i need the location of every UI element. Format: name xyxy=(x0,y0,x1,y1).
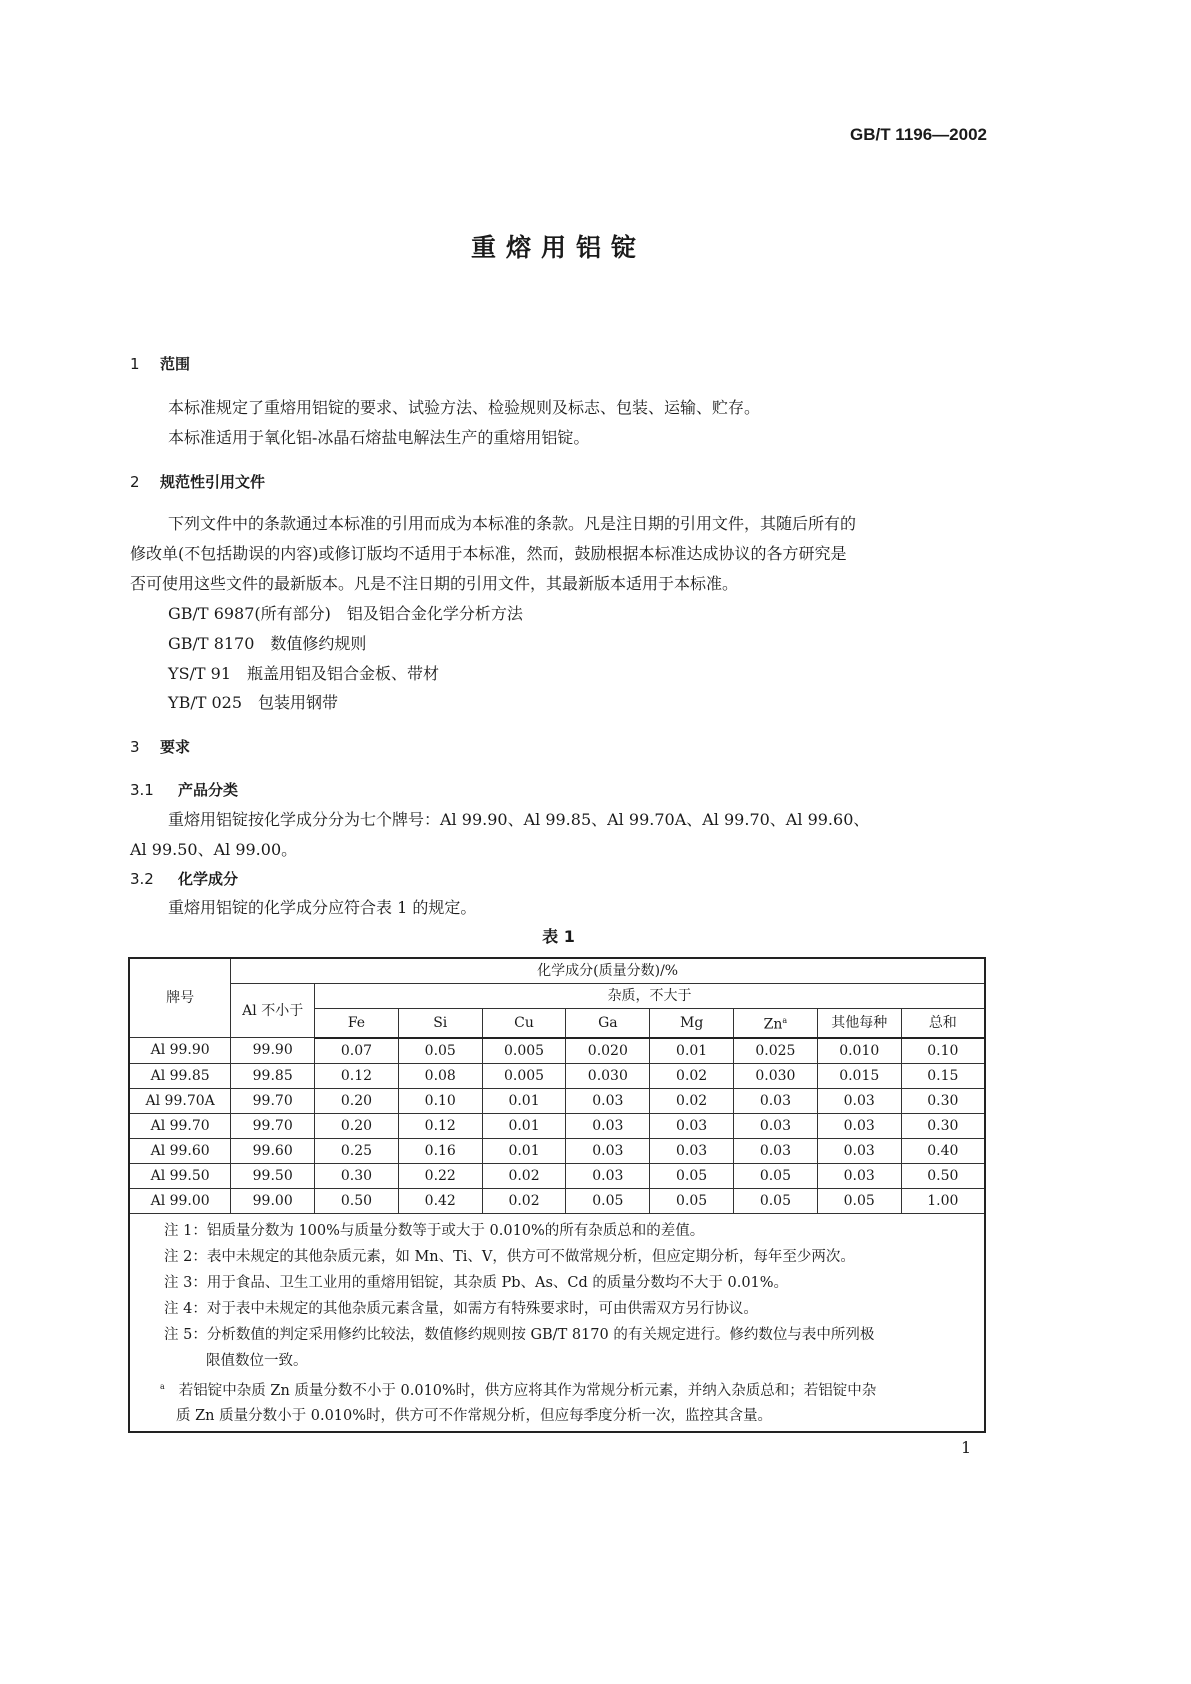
table-cell: 0.02 xyxy=(650,1088,734,1113)
header-col xyxy=(901,1009,985,1038)
paragraph-line: 否可使用这些文件的最新版本。凡是不注日期的引用文件，其最新版本适用于本标准。 xyxy=(130,574,739,593)
section-3-2-heading: 3.2 化学成分 xyxy=(130,870,239,888)
table-footnote xyxy=(130,1374,984,1404)
table-cell: 0.025 xyxy=(734,1038,818,1064)
header-col xyxy=(817,1009,901,1038)
table-cell: 0.03 xyxy=(734,1113,818,1138)
paragraph-line: 修改单(不包括勘误的内容)或修订版均不适用于本标准，然而，鼓励根据本标准达成协议的各方研究是 xyxy=(130,544,847,563)
table-cell: 0.25 xyxy=(315,1138,399,1163)
table-cell: 0.20 xyxy=(315,1113,399,1138)
table-cell: 0.03 xyxy=(817,1113,901,1138)
table-cell: 0.03 xyxy=(566,1138,650,1163)
table-cell: 0.42 xyxy=(398,1188,482,1213)
table-caption: 表 1 xyxy=(542,927,575,946)
reference-item: GB/T 8170 数值修约规则 xyxy=(168,634,367,653)
table-note: 限值数位一致。 xyxy=(206,1352,308,1369)
paragraph-line: 下列文件中的条款通过本标准的引用而成为本标准的条款。凡是注日期的引用文件，其随后所有的 xyxy=(168,514,857,533)
document-title: 重熔用铝锭 xyxy=(470,233,646,262)
table-cell: 0.05 xyxy=(734,1163,818,1188)
table-row xyxy=(129,1113,985,1138)
header-impurities: 杂质，不大于 xyxy=(315,984,985,1009)
reference-item: YB/T 025 包装用钢带 xyxy=(168,693,339,712)
table-cell: Al 99.60 xyxy=(129,1138,231,1163)
table-cell: 0.05 xyxy=(398,1038,482,1064)
table-note: 注 1：铝质量分数为 100%与质量分数等于或大于 0.010%的所有杂质总和的差值。 xyxy=(164,1222,705,1239)
header-col-label: 总和 xyxy=(928,1014,957,1031)
section-3-heading: 3 要求 xyxy=(130,738,191,756)
table-note: 注 2：表中未规定的其他杂质元素，如 Mn、Ti、V，供方可不做常规分析，但应定期分析，每年至少两次。 xyxy=(164,1248,855,1265)
table-cell: 0.07 xyxy=(315,1038,399,1064)
header-col xyxy=(566,1009,650,1038)
table-cell: 0.03 xyxy=(650,1138,734,1163)
table-row xyxy=(129,1163,985,1188)
table-note: 注 4：对于表中未规定的其他杂质元素含量，如需方有特殊要求时，可由供需双方另行协议。 xyxy=(164,1300,758,1317)
table-cell: 0.03 xyxy=(650,1113,734,1138)
table-cell: 99.90 xyxy=(231,1038,315,1064)
table-cell: Al 99.50 xyxy=(129,1163,231,1188)
table-cell: 0.03 xyxy=(734,1088,818,1113)
table-cell: 0.05 xyxy=(817,1188,901,1213)
table-cell: 99.00 xyxy=(231,1188,315,1213)
table-row xyxy=(129,1038,985,1064)
footnote-text: 质 Zn 质量分数小于 0.010%时，供方可不作常规分析，但应每季度分析一次，监控其含量。 xyxy=(176,1408,773,1425)
table-cell: 0.50 xyxy=(315,1188,399,1213)
chemical-composition-table xyxy=(128,957,986,1433)
header-col-label: Zn xyxy=(763,1016,783,1033)
table-cell: 99.70 xyxy=(231,1088,315,1113)
table-cell: 0.16 xyxy=(398,1138,482,1163)
table-cell: 0.01 xyxy=(650,1038,734,1064)
table-cell: 0.01 xyxy=(482,1138,566,1163)
table-cell: 0.12 xyxy=(315,1063,399,1088)
paragraph-line: 本标准规定了重熔用铝锭的要求、试验方法、检验规则及标志、包装、运输、贮存。 xyxy=(168,398,761,417)
table-cell: 0.02 xyxy=(482,1163,566,1188)
table-cell: Al 99.90 xyxy=(129,1038,231,1064)
table-cell: 0.22 xyxy=(398,1163,482,1188)
table-cell: 0.030 xyxy=(566,1063,650,1088)
table-cell: 0.15 xyxy=(901,1063,985,1088)
header-col-label: Mg xyxy=(679,1014,704,1031)
table-note: 注 5：分析数值的判定采用修约比较法，数值修约规则按 GB/T 8170 的有关规定进行。修约数位与表中所列极 xyxy=(164,1326,875,1343)
table-cell: 1.00 xyxy=(901,1188,985,1213)
paragraph-line: 本标准适用于氧化铝-冰晶石熔盐电解法生产的重熔用铝锭。 xyxy=(168,428,590,447)
table-row xyxy=(129,1188,985,1213)
table-cell: Al 99.70 xyxy=(129,1113,231,1138)
header-col-label: Si xyxy=(433,1014,448,1031)
table-cell: 0.30 xyxy=(901,1088,985,1113)
table-row xyxy=(129,1088,985,1113)
table-cell: 0.03 xyxy=(817,1163,901,1188)
table-cell: 99.50 xyxy=(231,1163,315,1188)
footnote-mark: a xyxy=(782,1016,788,1025)
page-number: 1 xyxy=(961,1438,972,1457)
header-col-label: 其他每种 xyxy=(831,1014,888,1031)
table-cell: 0.005 xyxy=(482,1038,566,1064)
header-col-label: Cu xyxy=(514,1014,534,1031)
paragraph-line: Al 99.50、Al 99.00。 xyxy=(130,840,298,859)
table-cell: 0.03 xyxy=(566,1088,650,1113)
footnote-text: 若铝锭中杂质 Zn 质量分数不小于 0.010%时，供方应将其作为常规分析元素，并纳入杂质总和；若铝锭中杂 xyxy=(178,1382,877,1399)
table-note: 注 3：用于食品、卫生工业用的重熔用铝锭，其杂质 Pb、As、Cd 的质量分数均不大于 0.01%。 xyxy=(164,1274,789,1291)
table-cell: 0.02 xyxy=(482,1188,566,1213)
header-composition: 化学成分(质量分数)/% xyxy=(231,958,985,984)
table-cell: 99.85 xyxy=(231,1063,315,1088)
paragraph-line: 重熔用铝锭的化学成分应符合表 1 的规定。 xyxy=(168,898,477,917)
table-cell: 0.010 xyxy=(817,1038,901,1064)
header-col xyxy=(315,1009,399,1038)
table-cell: 0.05 xyxy=(566,1188,650,1213)
table-cell: 0.005 xyxy=(482,1063,566,1088)
reference-item: YS/T 91 瓶盖用铝及铝合金板、带材 xyxy=(168,664,440,683)
table-row xyxy=(129,1138,985,1163)
header-col xyxy=(650,1009,734,1038)
section-3-1-heading: 3.1 产品分类 xyxy=(130,781,239,799)
table-cell: 0.05 xyxy=(650,1163,734,1188)
table-cell: 0.10 xyxy=(901,1038,985,1064)
table-cell: 0.30 xyxy=(315,1163,399,1188)
table-cell: 0.08 xyxy=(398,1063,482,1088)
table-cell: 0.01 xyxy=(482,1088,566,1113)
table-cell: 0.05 xyxy=(734,1188,818,1213)
table-cell: 0.020 xyxy=(566,1038,650,1064)
table-cell: 0.03 xyxy=(817,1138,901,1163)
table-cell: 99.60 xyxy=(231,1138,315,1163)
table-cell: Al 99.00 xyxy=(129,1188,231,1213)
paragraph-line: 重熔用铝锭按化学成分分为七个牌号：Al 99.90、Al 99.85、Al 99.70A、Al 99.70、Al 99.60、 xyxy=(168,810,870,829)
table-cell: 0.12 xyxy=(398,1113,482,1138)
table-cell: 0.015 xyxy=(817,1063,901,1088)
table-cell: 0.03 xyxy=(566,1163,650,1188)
table-cell: 0.20 xyxy=(315,1088,399,1113)
header-col xyxy=(734,1009,818,1038)
section-1-heading: 1 范围 xyxy=(130,355,191,373)
table-cell: 0.03 xyxy=(734,1138,818,1163)
table-notes xyxy=(129,1213,985,1432)
header-grade: 牌号 xyxy=(129,958,231,1038)
header-col-label: Fe xyxy=(347,1014,366,1031)
section-2-heading: 2 规范性引用文件 xyxy=(130,473,266,491)
table-cell: 0.05 xyxy=(650,1188,734,1213)
table-cell: 0.40 xyxy=(901,1138,985,1163)
header-col xyxy=(398,1009,482,1038)
reference-item: GB/T 6987(所有部分) 铝及铝合金化学分析方法 xyxy=(168,604,523,623)
table-cell: 0.01 xyxy=(482,1113,566,1138)
table-cell: 0.50 xyxy=(901,1163,985,1188)
table-footnote xyxy=(130,1403,984,1429)
header-al-min: Al 不小于 xyxy=(231,984,315,1038)
table-cell: 0.30 xyxy=(901,1113,985,1138)
table-cell: 99.70 xyxy=(231,1113,315,1138)
table-cell: 0.03 xyxy=(817,1088,901,1113)
table-cell: 0.10 xyxy=(398,1088,482,1113)
standard-number: GB/T 1196—2002 xyxy=(849,125,987,144)
table-cell: 0.03 xyxy=(566,1113,650,1138)
header-col-label: Ga xyxy=(598,1014,618,1031)
header-col xyxy=(482,1009,566,1038)
table-row xyxy=(129,1063,985,1088)
table-cell: 0.02 xyxy=(650,1063,734,1088)
table-cell: Al 99.85 xyxy=(129,1063,231,1088)
footnote-mark: a xyxy=(160,1381,165,1391)
table-cell: Al 99.70A xyxy=(129,1088,231,1113)
table-cell: 0.030 xyxy=(734,1063,818,1088)
